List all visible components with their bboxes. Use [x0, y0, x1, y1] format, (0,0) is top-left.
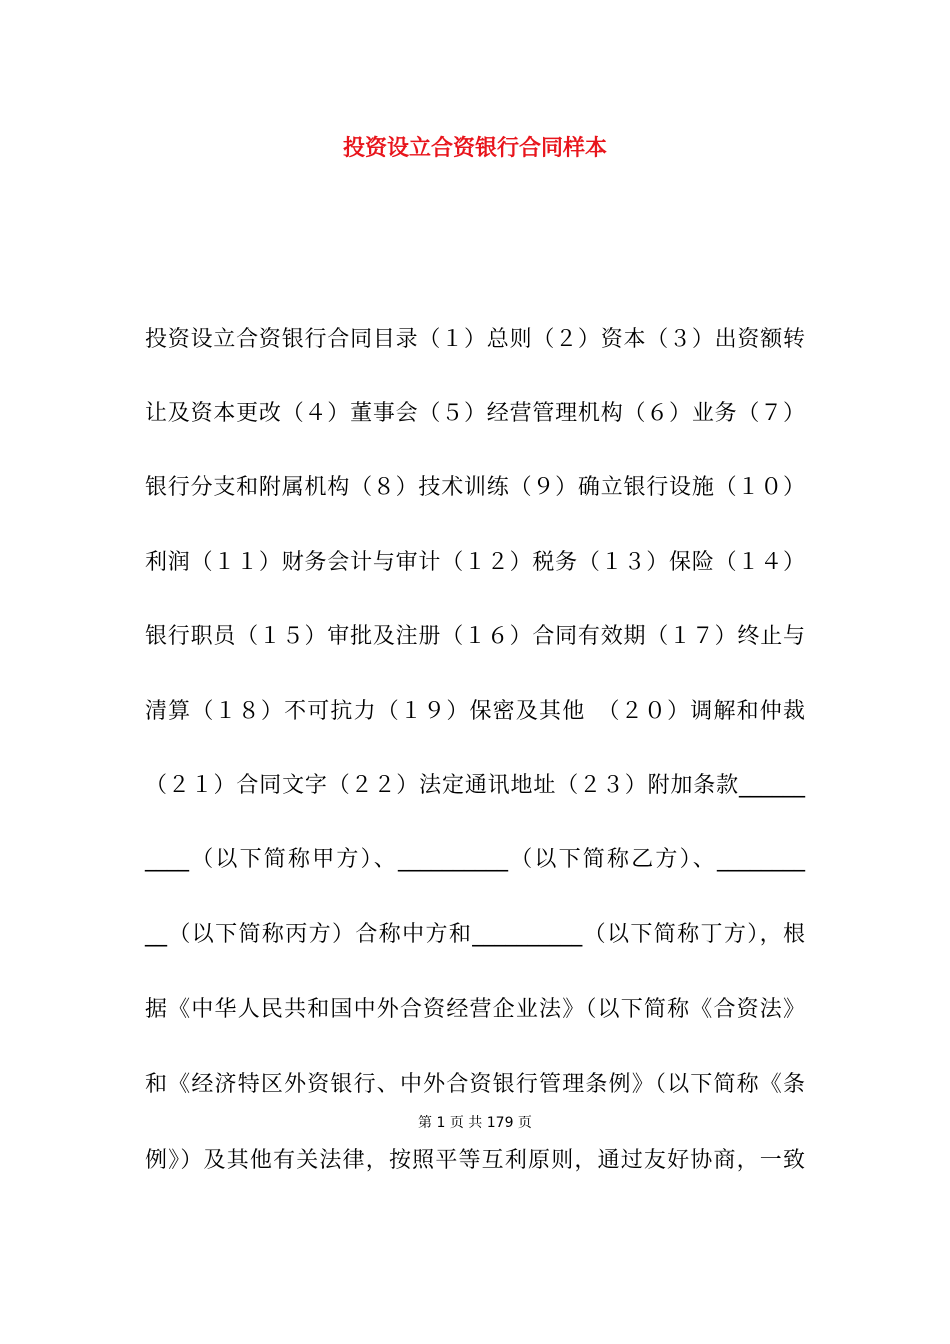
body-line: ____（以下简称甲方）、__________（以下简称乙方）、________ — [145, 847, 805, 872]
body-line: 银行分支和附属机构（８）技术训练（９）确立银行设施（１０） — [145, 475, 805, 500]
page-number: 第 1 页 共 179 页 — [418, 1115, 532, 1131]
body-line: 银行职员（１５）审批及注册（１６）合同有效期（１７）终止与 — [145, 624, 805, 649]
body-line: 让及资本更改（４）董事会（５）经营管理机构（６）业务（７） — [145, 401, 805, 426]
body-line: 和《经济特区外资银行、中外合资银行管理条例》（以下简称《条 — [145, 1072, 805, 1097]
body-line: 例》）及其他有关法律，按照平等互利原则，通过友好协商，一致 — [145, 1148, 805, 1173]
body-line: 清算（１８）不可抗力（１９）保密及其他 （２０）调解和仲裁 — [145, 699, 805, 724]
body-line: （２１）合同文字（２２）法定通讯地址（２３）附加条款______ — [145, 773, 805, 798]
body-line: __（以下简称丙方）合称中方和__________（以下简称丁方），根 — [145, 922, 805, 947]
document-title: 投资设立合资银行合同样本 — [342, 136, 607, 161]
body-line: 据《中华人民共和国中外合资经营企业法》（以下简称《合资法》 — [145, 997, 805, 1022]
body-line: 利润（１１）财务会计与审计（１２）税务（１３）保险（１４） — [145, 550, 805, 575]
body-line: 投资设立合资银行合同目录（１）总则（２）资本（３）出资额转 — [145, 327, 805, 352]
